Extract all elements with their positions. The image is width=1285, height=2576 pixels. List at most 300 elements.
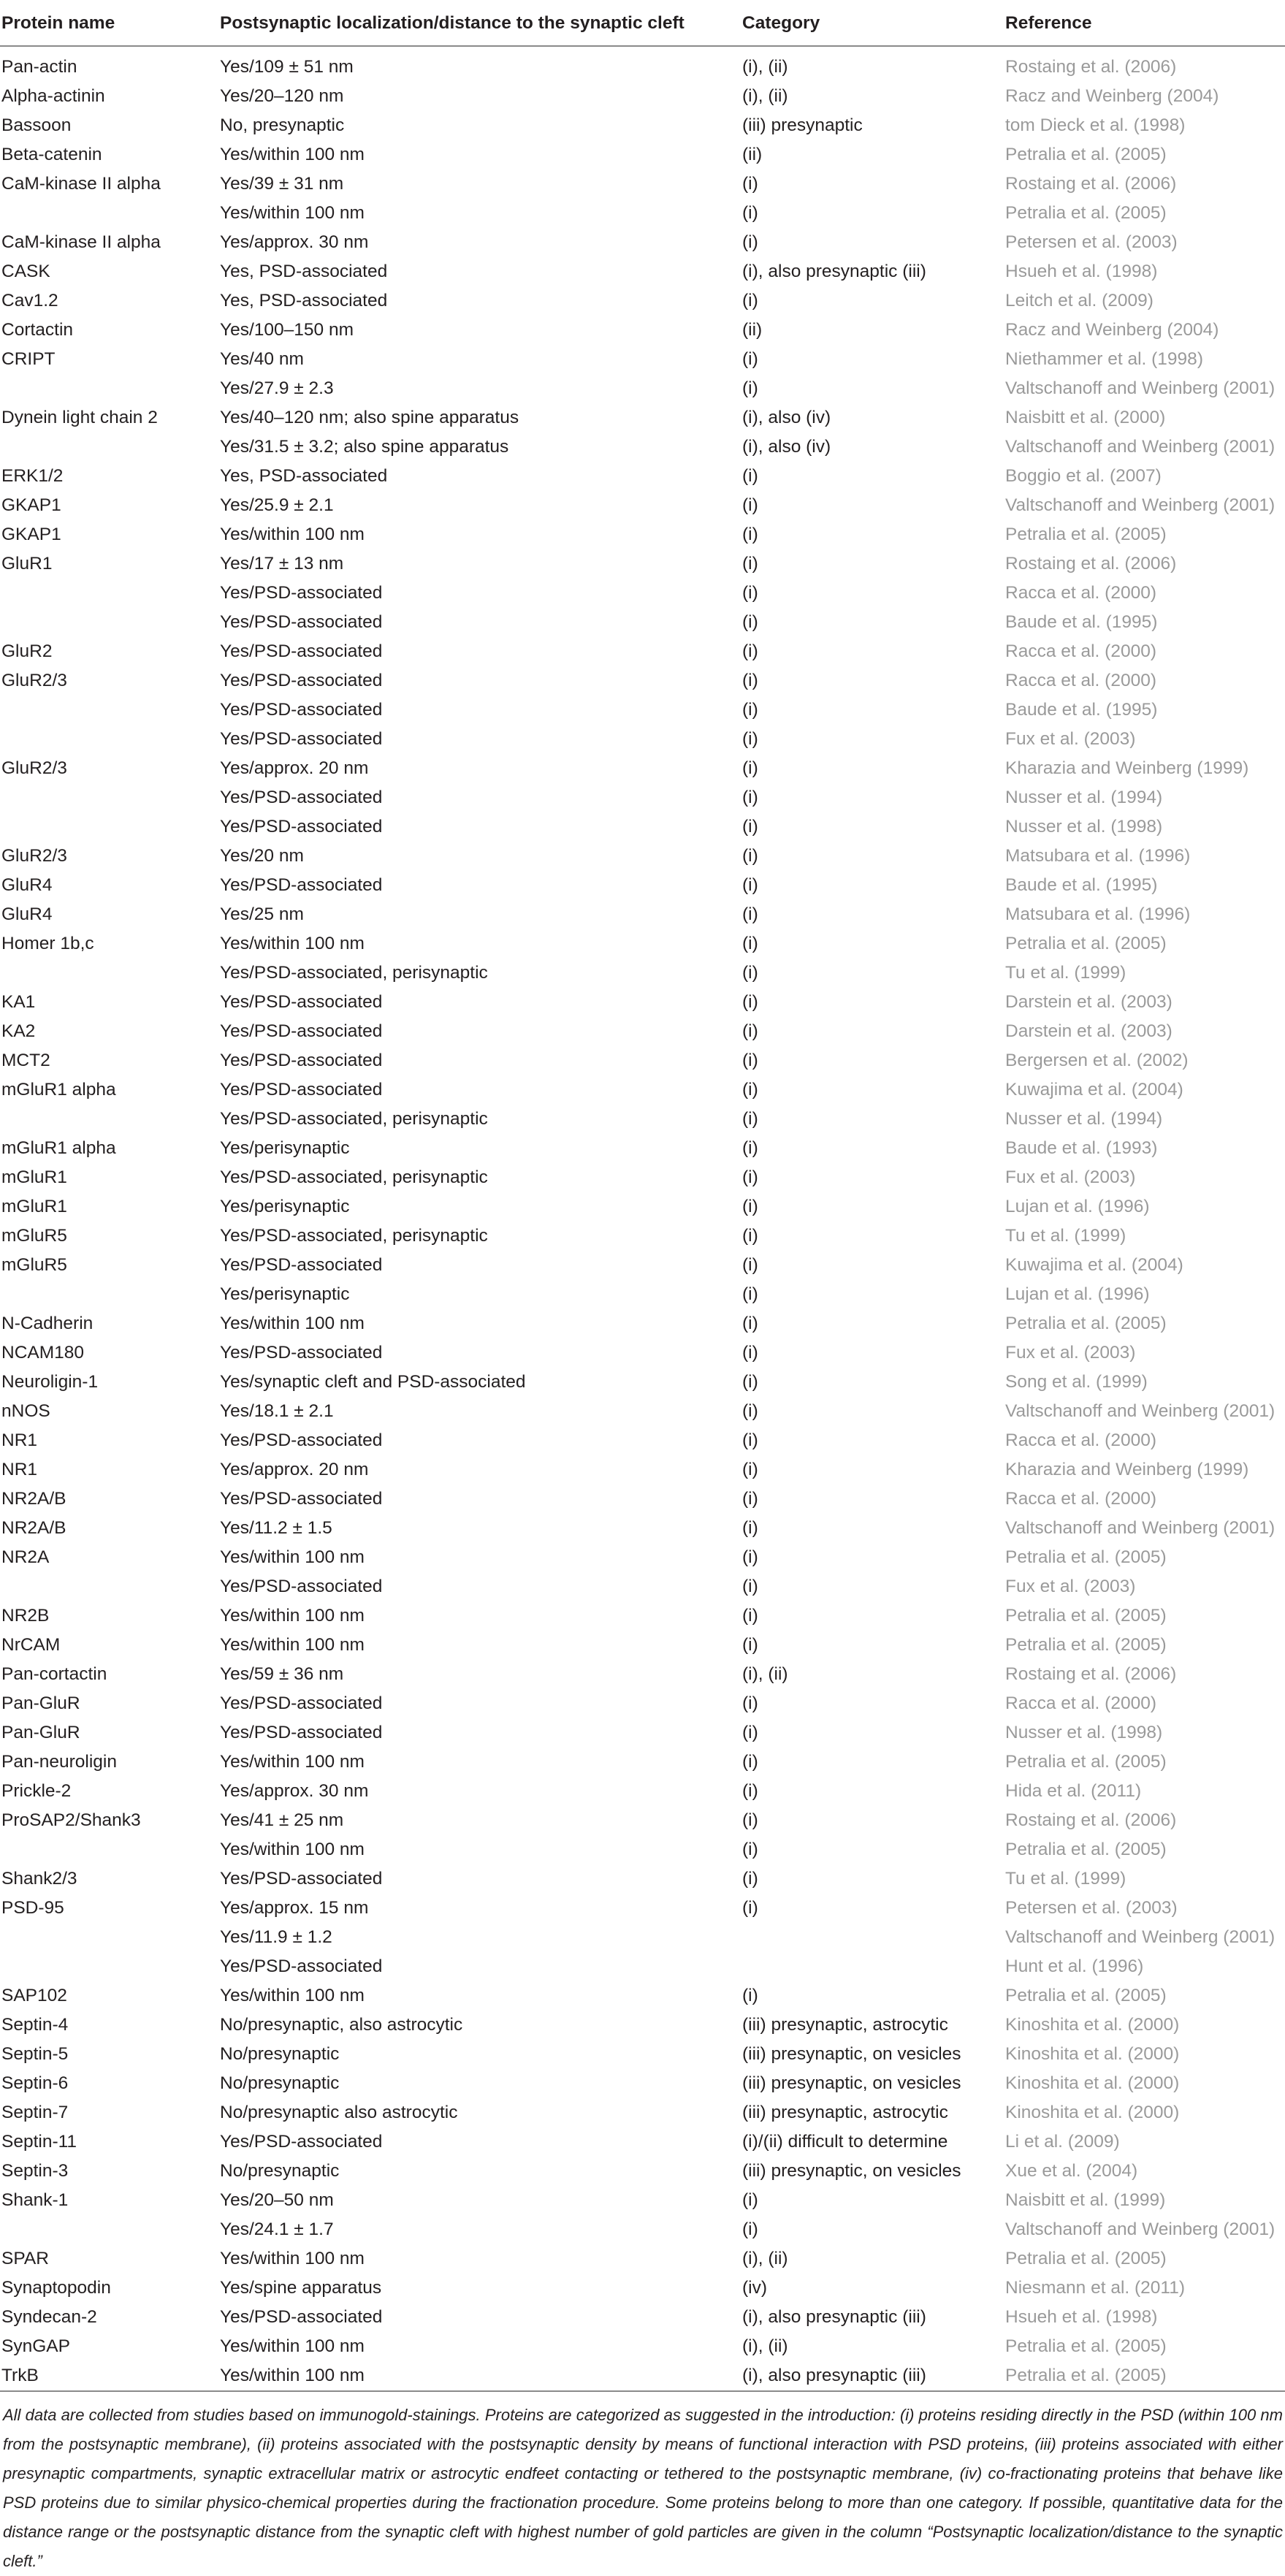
protein-name-cell: NR2A/B bbox=[1, 1518, 66, 1538]
category-cell: (i) bbox=[742, 1635, 758, 1655]
protein-name-cell: SPAR bbox=[1, 2249, 49, 2268]
protein-name-cell bbox=[0, 1923, 220, 1952]
category-cell: (i) bbox=[742, 641, 758, 661]
table-row bbox=[0, 1660, 1285, 1689]
table-row bbox=[0, 1105, 1285, 1134]
localization-cell: Yes/approx. 15 nm bbox=[220, 1898, 369, 1918]
protein-name-cell: Bassoon bbox=[1, 115, 72, 135]
category-cell: (i) bbox=[742, 671, 758, 690]
category-cell: (i) bbox=[742, 1284, 758, 1304]
table-row bbox=[0, 1046, 1285, 1075]
localization-cell: Yes/PSD-associated bbox=[220, 671, 383, 690]
protein-name-cell bbox=[0, 608, 220, 637]
reference-cell: Valtschanoff and Weinberg (2001) bbox=[1005, 1401, 1276, 1421]
table-row bbox=[0, 199, 1285, 228]
localization-cell: Yes/approx. 30 nm bbox=[220, 232, 369, 252]
reference-cell: Baude et al. (1993) bbox=[1005, 1138, 1158, 1158]
localization-cell: Yes/PSD-associated bbox=[220, 641, 383, 661]
header-spacer bbox=[0, 46, 1285, 53]
localization-cell: Yes/approx. 20 nm bbox=[220, 1460, 369, 1479]
protein-name-cell: SAP102 bbox=[1, 1986, 67, 2005]
category-cell: (i) bbox=[742, 1898, 758, 1918]
localization-cell: Yes, PSD-associated bbox=[220, 466, 388, 486]
localization-cell: Yes/11.2 ± 1.5 bbox=[220, 1518, 332, 1538]
header-row bbox=[0, 1, 1285, 46]
table-row bbox=[0, 491, 1285, 520]
category-cell: (iii) presynaptic, on vesicles bbox=[742, 2073, 961, 2093]
localization-cell: Yes/PSD-associated bbox=[220, 875, 383, 895]
reference-cell: Petralia et al. (2005) bbox=[1005, 1635, 1167, 1655]
protein-name-cell bbox=[0, 725, 220, 754]
localization-cell: Yes/40 nm bbox=[220, 349, 304, 369]
localization-cell: Yes/perisynaptic bbox=[220, 1197, 350, 1216]
protein-name-cell: Septin-7 bbox=[1, 2103, 69, 2122]
category-cell: (i) bbox=[742, 2190, 758, 2210]
localization-cell: Yes/PSD-associated, perisynaptic bbox=[220, 1167, 488, 1187]
reference-cell: Niethammer et al. (1998) bbox=[1005, 349, 1203, 369]
reference-cell: Kharazia and Weinberg (1999) bbox=[1005, 1460, 1249, 1479]
protein-name-cell bbox=[0, 374, 220, 403]
protein-name-cell bbox=[0, 579, 220, 608]
protein-name-cell: Shank-1 bbox=[1, 2190, 69, 2210]
table-header bbox=[0, 1, 1285, 46]
category-cell: (i) bbox=[742, 992, 758, 1012]
table-row bbox=[0, 345, 1285, 374]
table-row bbox=[0, 900, 1285, 929]
reference-cell: Valtschanoff and Weinberg (2001) bbox=[1005, 437, 1276, 457]
localization-cell: Yes/PSD-associated bbox=[220, 788, 383, 807]
protein-name-cell: NR1 bbox=[1, 1430, 38, 1450]
table-row bbox=[0, 1572, 1285, 1601]
category-cell: (i) bbox=[742, 934, 758, 953]
protein-name-cell: KA2 bbox=[1, 1021, 36, 1041]
protein-name-cell: mGluR1 alpha bbox=[1, 1138, 116, 1158]
table-row bbox=[0, 871, 1285, 900]
reference-cell: Petralia et al. (2005) bbox=[1005, 2336, 1167, 2356]
category-cell: (ii) bbox=[742, 145, 763, 164]
localization-cell: Yes/within 100 nm bbox=[220, 2249, 365, 2268]
category-cell: (i)/(ii) difficult to determine bbox=[742, 2132, 948, 2152]
category-cell: (i) bbox=[742, 1343, 758, 1363]
category-cell: (i), (ii) bbox=[742, 57, 788, 77]
localization-cell: Yes/PSD-associated, perisynaptic bbox=[220, 963, 488, 983]
protein-name-cell: Cav1.2 bbox=[1, 291, 58, 310]
category-cell: (i) bbox=[742, 1109, 758, 1129]
localization-cell: Yes/within 100 nm bbox=[220, 1840, 365, 1859]
category-cell: (i) bbox=[742, 1518, 758, 1538]
table-row bbox=[0, 403, 1285, 432]
reference-cell: Petralia et al. (2005) bbox=[1005, 2249, 1167, 2268]
category-cell: (i) bbox=[742, 1460, 758, 1479]
localization-cell: Yes/31.5 ± 3.2; also spine apparatus bbox=[220, 437, 509, 457]
reference-cell: Valtschanoff and Weinberg (2001) bbox=[1005, 2219, 1276, 2239]
localization-cell: Yes/PSD-associated bbox=[220, 1051, 383, 1070]
localization-cell: Yes/spine apparatus bbox=[220, 2278, 382, 2298]
reference-cell: Fux et al. (2003) bbox=[1005, 1343, 1136, 1363]
table-row bbox=[0, 2011, 1285, 2040]
protein-name-cell: GluR2/3 bbox=[1, 671, 67, 690]
localization-cell: Yes/PSD-associated bbox=[220, 2307, 383, 2327]
localization-cell: Yes/PSD-associated bbox=[220, 612, 383, 632]
localization-cell: Yes/24.1 ± 1.7 bbox=[220, 2219, 334, 2239]
reference-cell: Hsueh et al. (1998) bbox=[1005, 262, 1158, 281]
reference-cell: Kuwajima et al. (2004) bbox=[1005, 1255, 1183, 1275]
category-cell: (i) bbox=[742, 1869, 758, 1889]
table-footnote: All data are collected from studies based on immunogold-stainings. Proteins are categorized as suggested in the introduction: (i) proteins residing directly in the PSD (within 100 nm from the postsynaptic membrane), (ii) proteins associated with the postsynaptic density by means of functional interaction with PSD proteins, (iii) proteins associated with either presynaptic compartments, synaptic extracellular matrix or astrocytic endfeet contacting or tethered to the postsynaptic membrane, (iv) co-fractionating proteins that behave like PSD proteins due to similar physico-chemical properties during the fractionation procedure. Some proteins belong to more than one category. If possible, quantitative data for the distance range or the postsynaptic distance from the synaptic cleft with highest number of gold particles are given in the column “Postsynaptic localization/distance to the synaptic cleft.” bbox=[3, 2406, 1283, 2570]
table-row bbox=[0, 286, 1285, 316]
reference-cell: Tu et al. (1999) bbox=[1005, 1869, 1126, 1889]
table-row bbox=[0, 1163, 1285, 1192]
protein-name-cell: ERK1/2 bbox=[1, 466, 64, 486]
table-row bbox=[0, 1631, 1285, 1660]
category-cell: (i) bbox=[742, 1255, 758, 1275]
protein-name-cell: GKAP1 bbox=[1, 495, 61, 515]
reference-cell: Racz and Weinberg (2004) bbox=[1005, 86, 1219, 106]
reference-cell: Li et al. (2009) bbox=[1005, 2132, 1120, 2152]
table-row bbox=[0, 549, 1285, 579]
category-cell: (i) bbox=[742, 846, 758, 866]
category-cell: (i) bbox=[742, 1693, 758, 1713]
localization-cell: Yes/PSD-associated bbox=[220, 1869, 383, 1889]
table-row bbox=[0, 1222, 1285, 1251]
header-protein-name: Protein name bbox=[0, 1, 220, 46]
table-row bbox=[0, 1806, 1285, 1835]
protein-name-cell: mGluR1 alpha bbox=[1, 1080, 116, 1100]
protein-name-cell: Prickle-2 bbox=[1, 1781, 72, 1801]
table-row bbox=[0, 1835, 1285, 1864]
reference-cell: Kharazia and Weinberg (1999) bbox=[1005, 758, 1249, 778]
protein-name-cell: Septin-3 bbox=[1, 2161, 69, 2181]
category-cell bbox=[742, 1952, 1005, 1981]
category-cell: (i), (ii) bbox=[742, 2336, 788, 2356]
localization-cell: Yes/PSD-associated bbox=[220, 992, 383, 1012]
table-row bbox=[0, 1455, 1285, 1485]
table-row bbox=[0, 53, 1285, 82]
localization-cell: Yes/20–120 nm bbox=[220, 86, 344, 106]
header-localization: Postsynaptic localization/distance to the synaptic cleft bbox=[220, 1, 742, 46]
category-cell: (i) bbox=[742, 1138, 758, 1158]
localization-cell: Yes/within 100 nm bbox=[220, 934, 365, 953]
localization-cell: Yes/59 ± 36 nm bbox=[220, 1664, 344, 1684]
header-category: Category bbox=[742, 1, 1005, 46]
reference-cell: Naisbitt et al. (2000) bbox=[1005, 408, 1166, 427]
reference-cell: tom Dieck et al. (1998) bbox=[1005, 115, 1186, 135]
category-cell: (iii) presynaptic, on vesicles bbox=[742, 2044, 961, 2064]
localization-cell: Yes/PSD-associated bbox=[220, 1343, 383, 1363]
protein-name-cell: Septin-4 bbox=[1, 2015, 69, 2035]
protein-name-cell: Syndecan-2 bbox=[1, 2307, 97, 2327]
reference-cell: Lujan et al. (1996) bbox=[1005, 1284, 1150, 1304]
category-cell: (iii) presynaptic bbox=[742, 115, 863, 135]
category-cell: (i), (ii) bbox=[742, 1664, 788, 1684]
category-cell: (i) bbox=[742, 1547, 758, 1567]
reference-cell: Lujan et al. (1996) bbox=[1005, 1197, 1150, 1216]
protein-name-cell: CASK bbox=[1, 262, 50, 281]
table-body bbox=[0, 46, 1285, 2391]
reference-cell: Petralia et al. (2005) bbox=[1005, 2361, 1285, 2391]
table-row bbox=[0, 432, 1285, 462]
localization-cell: Yes/approx. 30 nm bbox=[220, 1781, 369, 1801]
protein-name-cell bbox=[0, 432, 220, 462]
localization-cell: Yes, PSD-associated bbox=[220, 262, 388, 281]
protein-name-cell: Beta-catenin bbox=[1, 145, 102, 164]
localization-cell: Yes/perisynaptic bbox=[220, 1138, 350, 1158]
category-cell: (i) bbox=[742, 174, 758, 194]
protein-name-cell: mGluR5 bbox=[1, 1255, 67, 1275]
reference-cell: Hunt et al. (1996) bbox=[1005, 1956, 1144, 1976]
table-row bbox=[0, 842, 1285, 871]
protein-name-cell: NCAM180 bbox=[1, 1343, 85, 1363]
table-row bbox=[0, 520, 1285, 549]
reference-cell: Petralia et al. (2005) bbox=[1005, 1840, 1167, 1859]
reference-cell: Petralia et al. (2005) bbox=[1005, 1986, 1167, 2005]
localization-cell: Yes/18.1 ± 2.1 bbox=[220, 1401, 334, 1421]
table-row bbox=[0, 1017, 1285, 1046]
table-row bbox=[0, 1134, 1285, 1163]
category-cell: (i) bbox=[742, 788, 758, 807]
reference-cell: Darstein et al. (2003) bbox=[1005, 992, 1172, 1012]
reference-cell: Fux et al. (2003) bbox=[1005, 1577, 1136, 1596]
reference-cell: Baude et al. (1995) bbox=[1005, 700, 1158, 720]
table-row bbox=[0, 725, 1285, 754]
category-cell: (i) bbox=[742, 495, 758, 515]
table-row bbox=[0, 2186, 1285, 2215]
table-row bbox=[0, 316, 1285, 345]
reference-cell: Tu et al. (1999) bbox=[1005, 963, 1126, 983]
reference-cell: Racca et al. (2000) bbox=[1005, 1489, 1156, 1509]
category-cell: (i) bbox=[742, 1080, 758, 1100]
protein-name-cell: Pan-GluR bbox=[1, 1693, 80, 1713]
table-row bbox=[0, 228, 1285, 257]
category-cell: (i), also (iv) bbox=[742, 408, 831, 427]
reference-cell: Baude et al. (1995) bbox=[1005, 875, 1158, 895]
protein-name-cell: Septin-5 bbox=[1, 2044, 69, 2064]
table-row bbox=[0, 1075, 1285, 1105]
table-row bbox=[0, 1426, 1285, 1455]
reference-cell: Tu et al. (1999) bbox=[1005, 1226, 1126, 1246]
category-cell: (i) bbox=[742, 1167, 758, 1187]
table-row bbox=[0, 1397, 1285, 1426]
localization-cell: No/presynaptic bbox=[220, 2161, 340, 2181]
localization-cell: Yes/within 100 nm bbox=[220, 2361, 742, 2391]
table-row bbox=[0, 2332, 1285, 2361]
table-row bbox=[0, 1368, 1285, 1397]
localization-cell: Yes/41 ± 25 nm bbox=[220, 1810, 344, 1830]
localization-cell: Yes/25.9 ± 2.1 bbox=[220, 495, 334, 515]
table-row bbox=[0, 812, 1285, 842]
localization-cell: No/presynaptic, also astrocytic bbox=[220, 2015, 463, 2035]
category-cell: (i) bbox=[742, 1986, 758, 2005]
protein-name-cell: Alpha-actinin bbox=[1, 86, 105, 106]
table-row bbox=[0, 754, 1285, 783]
localization-cell: No, presynaptic bbox=[220, 115, 345, 135]
protein-name-cell: GluR4 bbox=[1, 875, 53, 895]
protein-name-cell: Septin-6 bbox=[1, 2073, 69, 2093]
reference-cell: Valtschanoff and Weinberg (2001) bbox=[1005, 495, 1276, 515]
table-row bbox=[0, 1689, 1285, 1718]
reference-cell: Boggio et al. (2007) bbox=[1005, 466, 1162, 486]
localization-cell: Yes/within 100 nm bbox=[220, 203, 365, 223]
table-row bbox=[0, 579, 1285, 608]
localization-cell: No/presynaptic also astrocytic bbox=[220, 2103, 458, 2122]
category-cell: (i) bbox=[742, 1021, 758, 1041]
table-row bbox=[0, 1952, 1285, 1981]
category-cell: (i) bbox=[742, 1810, 758, 1830]
table-row bbox=[0, 2215, 1285, 2244]
category-cell: (i) bbox=[742, 554, 758, 573]
reference-cell: Petersen et al. (2003) bbox=[1005, 232, 1178, 252]
reference-cell: Fux et al. (2003) bbox=[1005, 729, 1136, 749]
localization-cell: Yes/PSD-associated bbox=[220, 729, 383, 749]
reference-cell: Hida et al. (2011) bbox=[1005, 1781, 1142, 1801]
reference-cell: Petralia et al. (2005) bbox=[1005, 203, 1167, 223]
localization-cell: Yes/PSD-associated bbox=[220, 1255, 383, 1275]
table-row bbox=[0, 696, 1285, 725]
category-cell: (i) bbox=[742, 1197, 758, 1216]
category-cell: (i) bbox=[742, 525, 758, 544]
category-cell: (i) bbox=[742, 378, 758, 398]
table-row bbox=[0, 1543, 1285, 1572]
reference-cell: Darstein et al. (2003) bbox=[1005, 1021, 1172, 1041]
protein-name-cell: PSD-95 bbox=[1, 1898, 64, 1918]
protein-name-cell bbox=[0, 1835, 220, 1864]
protein-name-cell bbox=[0, 959, 220, 988]
localization-cell: Yes/39 ± 31 nm bbox=[220, 174, 344, 194]
table-row bbox=[0, 2098, 1285, 2127]
table-row bbox=[0, 111, 1285, 140]
reference-cell: Petralia et al. (2005) bbox=[1005, 145, 1167, 164]
category-cell: (ii) bbox=[742, 320, 763, 340]
table-row bbox=[0, 608, 1285, 637]
protein-name-cell bbox=[0, 1105, 220, 1134]
protein-name-cell: CaM-kinase II alpha bbox=[1, 174, 161, 194]
table-row bbox=[0, 2361, 1285, 2391]
table-row bbox=[0, 1981, 1285, 2011]
protein-name-cell bbox=[0, 696, 220, 725]
reference-cell: Niesmann et al. (2011) bbox=[1005, 2278, 1186, 2298]
reference-cell: Bergersen et al. (2002) bbox=[1005, 1051, 1189, 1070]
table-row bbox=[0, 1748, 1285, 1777]
protein-name-cell: Synaptopodin bbox=[1, 2278, 111, 2298]
protein-name-cell: GluR4 bbox=[1, 904, 53, 924]
category-cell: (i) bbox=[742, 349, 758, 369]
category-cell: (i) bbox=[742, 1430, 758, 1450]
reference-cell: Kinoshita et al. (2000) bbox=[1005, 2103, 1180, 2122]
table-row bbox=[0, 2069, 1285, 2098]
table-row bbox=[0, 140, 1285, 169]
table-row bbox=[0, 1601, 1285, 1631]
reference-cell: Petralia et al. (2005) bbox=[1005, 1752, 1167, 1772]
table-row bbox=[0, 1777, 1285, 1806]
protein-name-cell: NR2B bbox=[1, 1606, 50, 1626]
localization-cell: Yes/109 ± 51 nm bbox=[220, 57, 354, 77]
reference-cell: Song et al. (1999) bbox=[1005, 1372, 1148, 1392]
protein-name-cell: NR2A/B bbox=[1, 1489, 66, 1509]
category-cell: (i), (ii) bbox=[742, 2249, 788, 2268]
reference-cell: Racca et al. (2000) bbox=[1005, 583, 1156, 603]
reference-cell: Rostaing et al. (2006) bbox=[1005, 174, 1177, 194]
protein-name-cell: MCT2 bbox=[1, 1051, 50, 1070]
localization-cell: Yes/PSD-associated bbox=[220, 1430, 383, 1450]
category-cell: (i) bbox=[742, 875, 758, 895]
table-row bbox=[0, 1338, 1285, 1368]
category-cell: (i) bbox=[742, 1752, 758, 1772]
localization-cell: Yes/17 ± 13 nm bbox=[220, 554, 344, 573]
table-row bbox=[0, 2040, 1285, 2069]
category-cell: (i) bbox=[742, 1226, 758, 1246]
protein-name-cell: GluR2/3 bbox=[1, 846, 67, 866]
localization-cell: Yes/27.9 ± 2.3 bbox=[220, 378, 334, 398]
protein-name-cell: mGluR1 bbox=[1, 1167, 67, 1187]
category-cell: (i) bbox=[742, 1372, 758, 1392]
reference-cell: Valtschanoff and Weinberg (2001) bbox=[1005, 1927, 1276, 1947]
localization-cell: Yes/20 nm bbox=[220, 846, 304, 866]
table-row bbox=[0, 2244, 1285, 2274]
localization-cell: Yes/within 100 nm bbox=[220, 525, 365, 544]
reference-cell: Matsubara et al. (1996) bbox=[1005, 846, 1191, 866]
category-cell: (i) bbox=[742, 1489, 758, 1509]
category-cell: (iii) presynaptic, on vesicles bbox=[742, 2161, 961, 2181]
category-cell bbox=[742, 1923, 1005, 1952]
reference-cell: Racz and Weinberg (2004) bbox=[1005, 320, 1219, 340]
localization-cell: Yes/within 100 nm bbox=[220, 2336, 365, 2356]
category-cell: (i) bbox=[742, 466, 758, 486]
localization-cell: Yes/100–150 nm bbox=[220, 320, 354, 340]
localization-cell: Yes/PSD-associated bbox=[220, 1080, 383, 1100]
protein-name-cell: GKAP1 bbox=[1, 525, 61, 544]
category-cell: (i) bbox=[742, 2219, 758, 2239]
table-row bbox=[0, 1485, 1285, 1514]
localization-cell: No/presynaptic bbox=[220, 2044, 340, 2064]
reference-cell: Petralia et al. (2005) bbox=[1005, 525, 1167, 544]
reference-cell: Naisbitt et al. (1999) bbox=[1005, 2190, 1166, 2210]
reference-cell: Fux et al. (2003) bbox=[1005, 1167, 1136, 1187]
reference-cell: Kinoshita et al. (2000) bbox=[1005, 2073, 1180, 2093]
localization-cell: Yes/within 100 nm bbox=[220, 1606, 365, 1626]
localization-cell: Yes/PSD-associated bbox=[220, 1021, 383, 1041]
category-cell: (i), also (iv) bbox=[742, 437, 831, 457]
table-row bbox=[0, 783, 1285, 812]
reference-cell: Leitch et al. (2009) bbox=[1005, 291, 1154, 310]
table-row bbox=[0, 666, 1285, 696]
table-row bbox=[0, 374, 1285, 403]
category-cell: (i) bbox=[742, 1723, 758, 1742]
localization-cell: Yes/40–120 nm; also spine apparatus bbox=[220, 408, 519, 427]
category-cell: (i) bbox=[742, 203, 758, 223]
localization-cell: Yes/within 100 nm bbox=[220, 1752, 365, 1772]
table-row bbox=[0, 1894, 1285, 1923]
localization-cell: Yes/PSD-associated bbox=[220, 700, 383, 720]
reference-cell: Racca et al. (2000) bbox=[1005, 1693, 1156, 1713]
reference-cell: Nusser et al. (1994) bbox=[1005, 788, 1163, 807]
category-cell: (i) bbox=[742, 817, 758, 837]
localization-cell: Yes, PSD-associated bbox=[220, 291, 388, 310]
protein-name-cell bbox=[0, 1280, 220, 1309]
reference-cell: Petersen et al. (2003) bbox=[1005, 1898, 1178, 1918]
category-cell: (i) bbox=[742, 1781, 758, 1801]
reference-cell: Racca et al. (2000) bbox=[1005, 1430, 1156, 1450]
protein-name-cell: Septin-11 bbox=[1, 2132, 77, 2152]
localization-cell: Yes/within 100 nm bbox=[220, 1986, 365, 2005]
protein-name-cell: KA1 bbox=[1, 992, 36, 1012]
localization-cell: Yes/PSD-associated bbox=[220, 583, 383, 603]
localization-cell: Yes/PSD-associated, perisynaptic bbox=[220, 1109, 488, 1129]
reference-cell: Valtschanoff and Weinberg (2001) bbox=[1005, 1518, 1276, 1538]
category-cell: (i) bbox=[742, 1840, 758, 1859]
reference-cell: Kinoshita et al. (2000) bbox=[1005, 2015, 1180, 2035]
protein-name-cell: mGluR1 bbox=[1, 1197, 67, 1216]
table-row bbox=[0, 1864, 1285, 1894]
